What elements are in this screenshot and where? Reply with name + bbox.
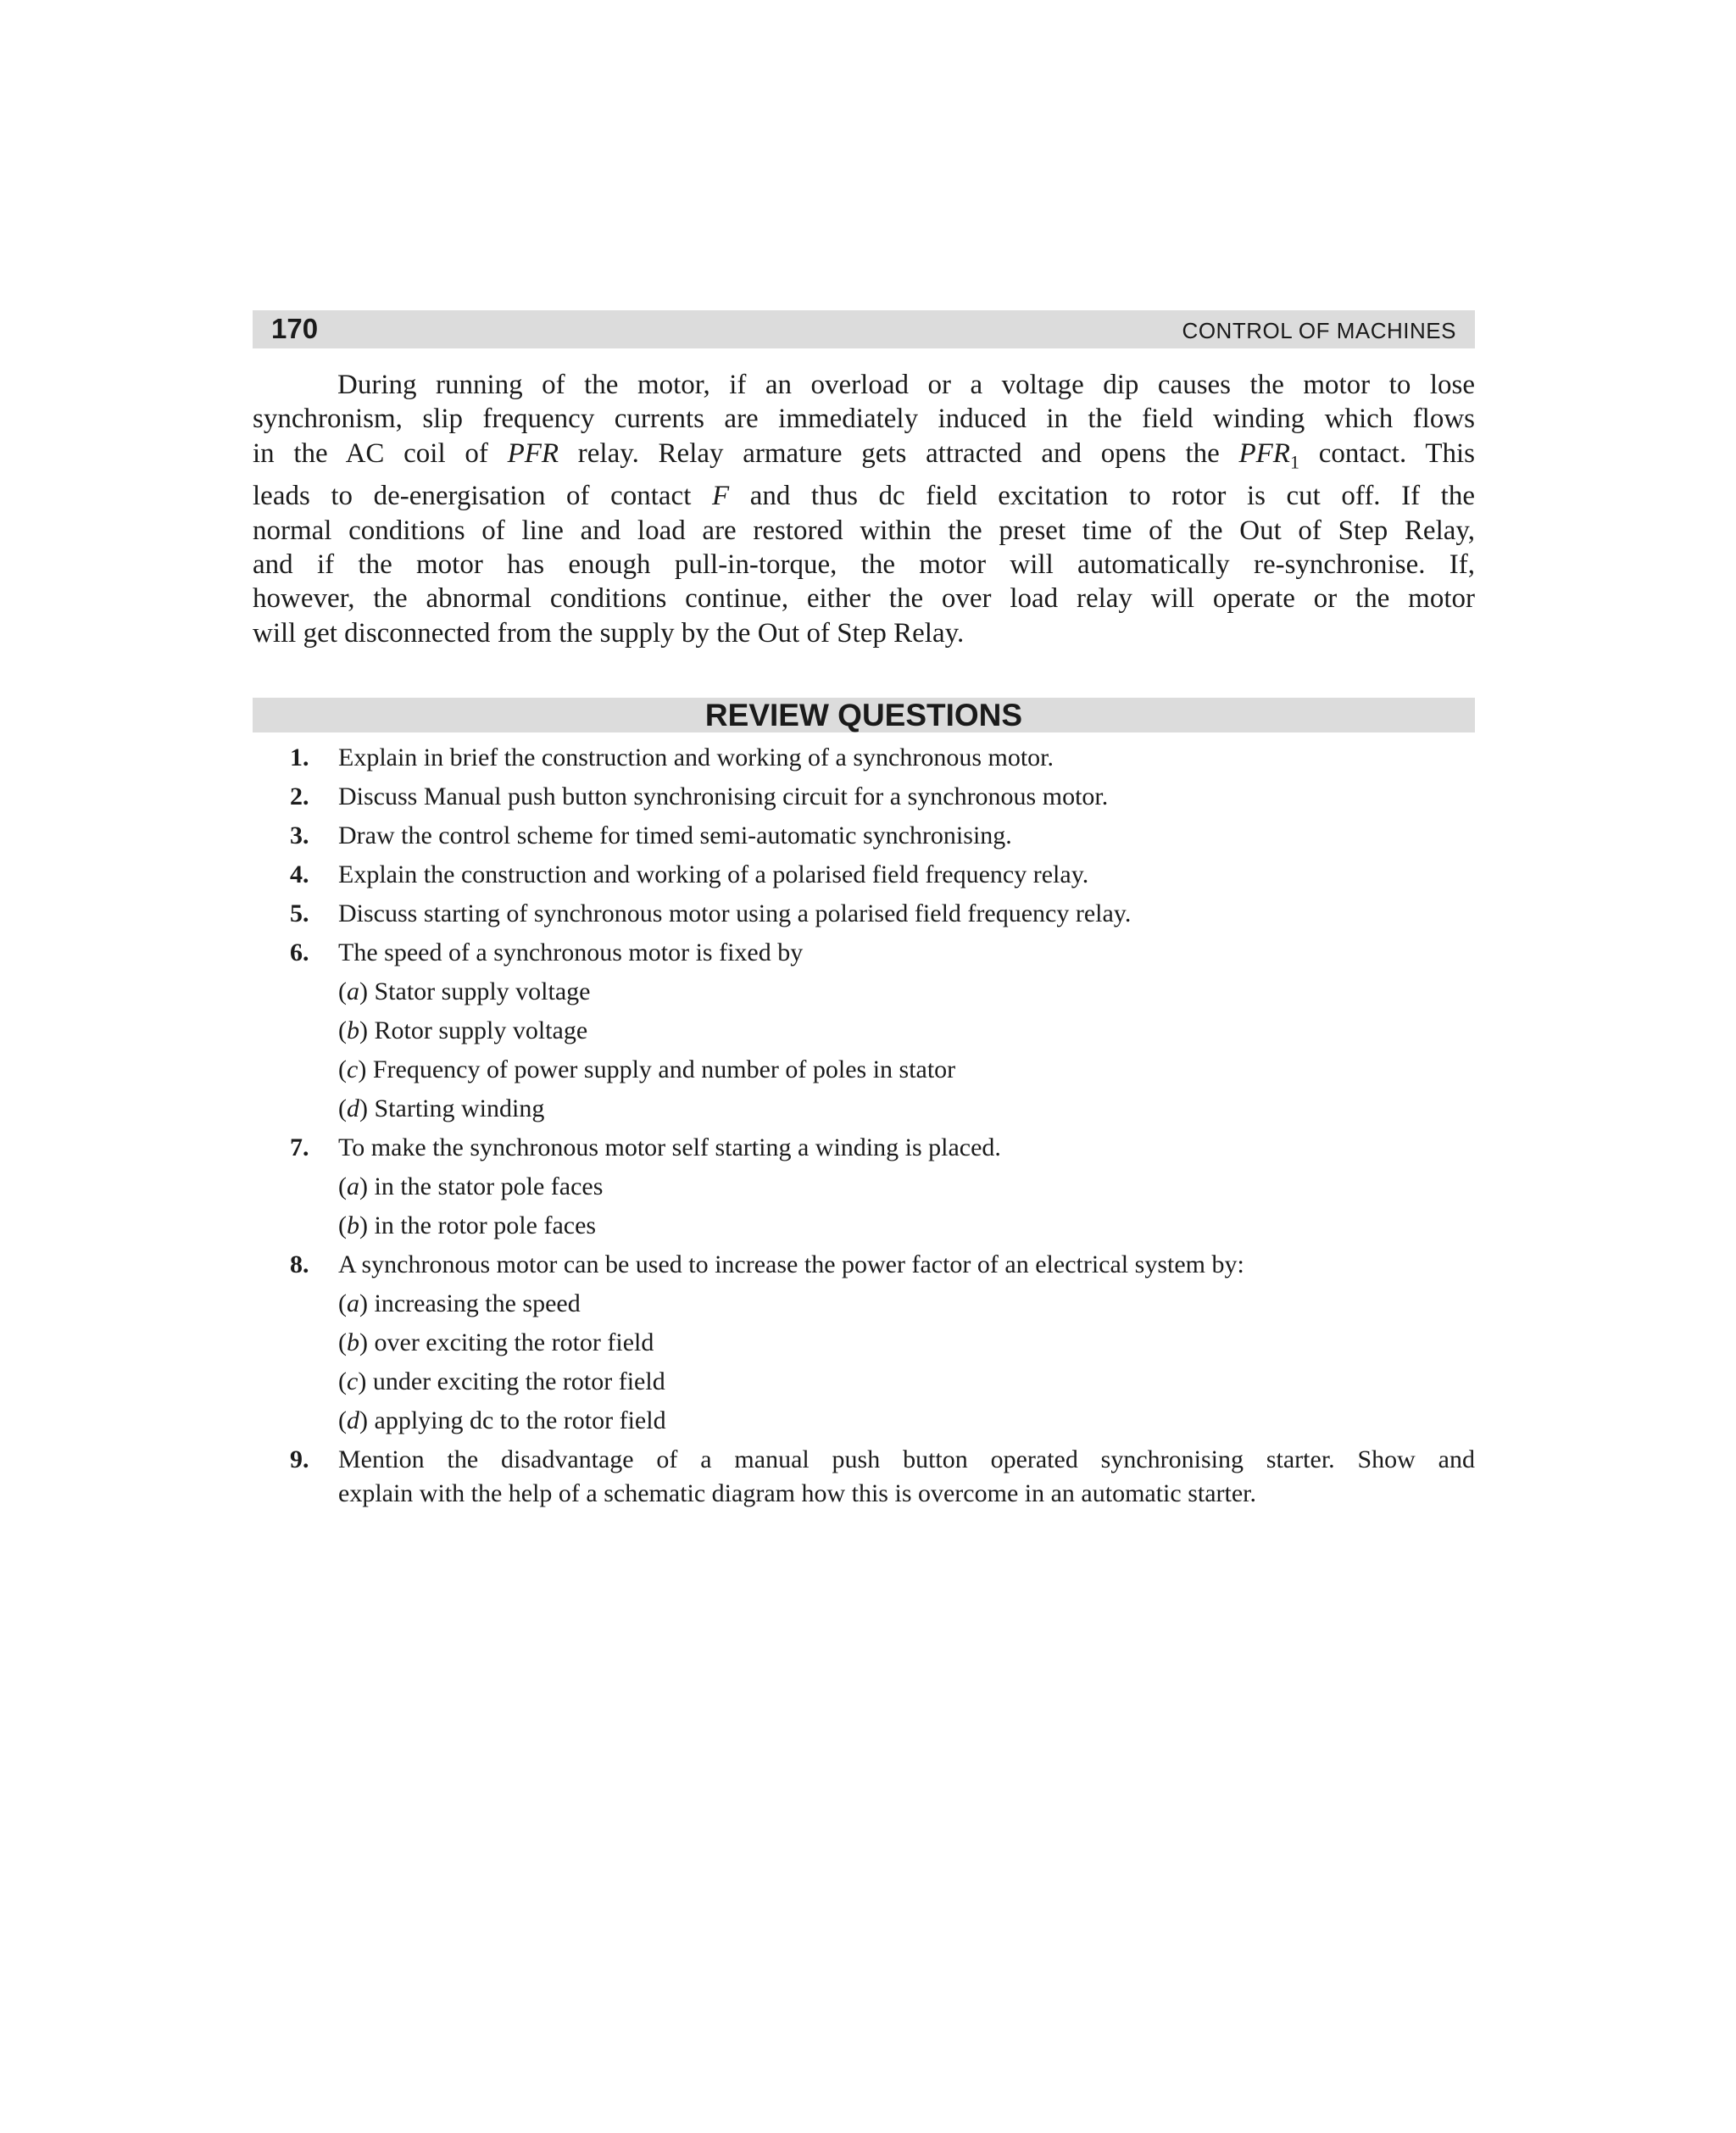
option-text: over exciting the rotor field (374, 1328, 654, 1356)
question-number: 1. (290, 743, 309, 771)
option-label: (d) (338, 1406, 375, 1434)
option-label: (a) (338, 1172, 375, 1200)
option-label: (b) (338, 1328, 375, 1356)
option-label: (c) (338, 1055, 373, 1083)
answer-option (253, 1209, 1475, 1243)
question-item (253, 1248, 1475, 1282)
paragraph-line: will get disconnected from the supply by the Out of Step Relay. (253, 617, 965, 649)
answer-option (253, 1365, 1475, 1399)
paragraph-line: however, the abnormal conditions continue, either the over load relay will operate or the motor (253, 583, 1475, 615)
question-text: Explain in brief the construction and working of a synchronous motor. (338, 743, 1054, 771)
paragraph-line: normal conditions of line and load are restored within the preset time of the Out of Step Relay, (253, 515, 1475, 546)
option-text: Frequency of power supply and number of poles in stator (372, 1055, 956, 1083)
option-label: (b) (338, 1016, 375, 1044)
question-number: 4. (290, 860, 309, 888)
answer-option (253, 975, 1475, 1009)
option-text: Stator supply voltage (374, 977, 591, 1005)
question-item (253, 1443, 1475, 1511)
question-number: 6. (290, 938, 309, 966)
option-text: in the stator pole faces (374, 1172, 604, 1200)
option-text: Rotor supply voltage (374, 1016, 588, 1044)
question-item (253, 819, 1475, 853)
question-text: A synchronous motor can be used to increase the power factor of an electrical system by: (338, 1250, 1244, 1278)
question-number: 8. (290, 1250, 309, 1278)
running-head: CONTROL OF MACHINES (1182, 318, 1456, 343)
question-item (253, 780, 1475, 814)
question-text: Mention the disadvantage of a manual push button operated synchronising starter. Show and explain with the help of a schematic diagram how this is overcome in an automatic starter. (338, 1445, 1475, 1507)
paragraph-line-contact: leads to de-energisation of contact F and thus dc field excitation to rotor is cut off. If the (253, 481, 1476, 512)
paragraph-line: and if the motor has enough pull-in-torque, the motor will automatically re-synchronise. If, (253, 549, 1475, 581)
question-item (253, 897, 1475, 931)
answer-option (253, 1092, 1475, 1126)
question-text: The speed of a synchronous motor is fixed by (338, 938, 804, 966)
pfr-symbol: PFR (507, 437, 559, 469)
question-text: Draw the control scheme for timed semi-automatic synchronising. (338, 821, 1012, 849)
question-number: 9. (290, 1445, 309, 1473)
question-item (253, 858, 1475, 892)
question-text: Explain the construction and working of a polarised field frequency relay. (338, 860, 1089, 888)
paragraph-line-pfr: in the AC coil of PFR relay. Relay armature gets attracted and opens the $PFR_1$ contact. This (253, 437, 1476, 473)
review-questions-list (253, 741, 1475, 1511)
paragraph-line: During running of the motor, if an overload or a voltage dip causes the motor to lose (337, 370, 1475, 400)
question-number: 7. (290, 1133, 309, 1161)
question-item (253, 936, 1475, 970)
page-header (253, 310, 1475, 348)
section-title: REVIEW QUESTIONS (253, 698, 1475, 732)
option-label: (a) (338, 977, 375, 1005)
question-number: 3. (290, 821, 309, 849)
answer-option (253, 1326, 1475, 1360)
option-text: applying dc to the rotor field (374, 1406, 666, 1434)
question-text: To make the synchronous motor self starting a winding is placed. (338, 1133, 1001, 1161)
option-text: increasing the speed (374, 1289, 581, 1317)
question-text: Discuss starting of synchronous motor using a polarised field frequency relay. (338, 899, 1132, 927)
contact-f-symbol: F (711, 481, 730, 512)
question-number: 5. (290, 899, 309, 927)
page-number: 170 (271, 313, 319, 344)
question-item (253, 1131, 1475, 1165)
option-text: in the rotor pole faces (374, 1211, 597, 1239)
question-number: 2. (290, 782, 309, 810)
paragraph-line: synchronism, slip frequency currents are immediately induced in the field winding which flows (253, 404, 1475, 435)
answer-option (253, 1287, 1475, 1321)
option-label: (d) (338, 1094, 375, 1122)
option-label: (a) (338, 1289, 375, 1317)
option-text: under exciting the rotor field (372, 1367, 665, 1395)
option-label: (c) (338, 1367, 373, 1395)
book-page (253, 310, 1475, 1511)
option-label: (b) (338, 1211, 375, 1239)
option-text: Starting winding (374, 1094, 545, 1122)
question-text: Discuss Manual push button synchronising circuit for a synchronous motor. (338, 782, 1109, 810)
answer-option (253, 1170, 1475, 1204)
question-item (253, 741, 1475, 775)
answer-option (253, 1014, 1475, 1048)
answer-option (253, 1404, 1475, 1438)
answer-option (253, 1053, 1475, 1087)
body-paragraph (253, 368, 1475, 650)
pfr1-symbol: $PFR_1$ (1238, 437, 1299, 473)
